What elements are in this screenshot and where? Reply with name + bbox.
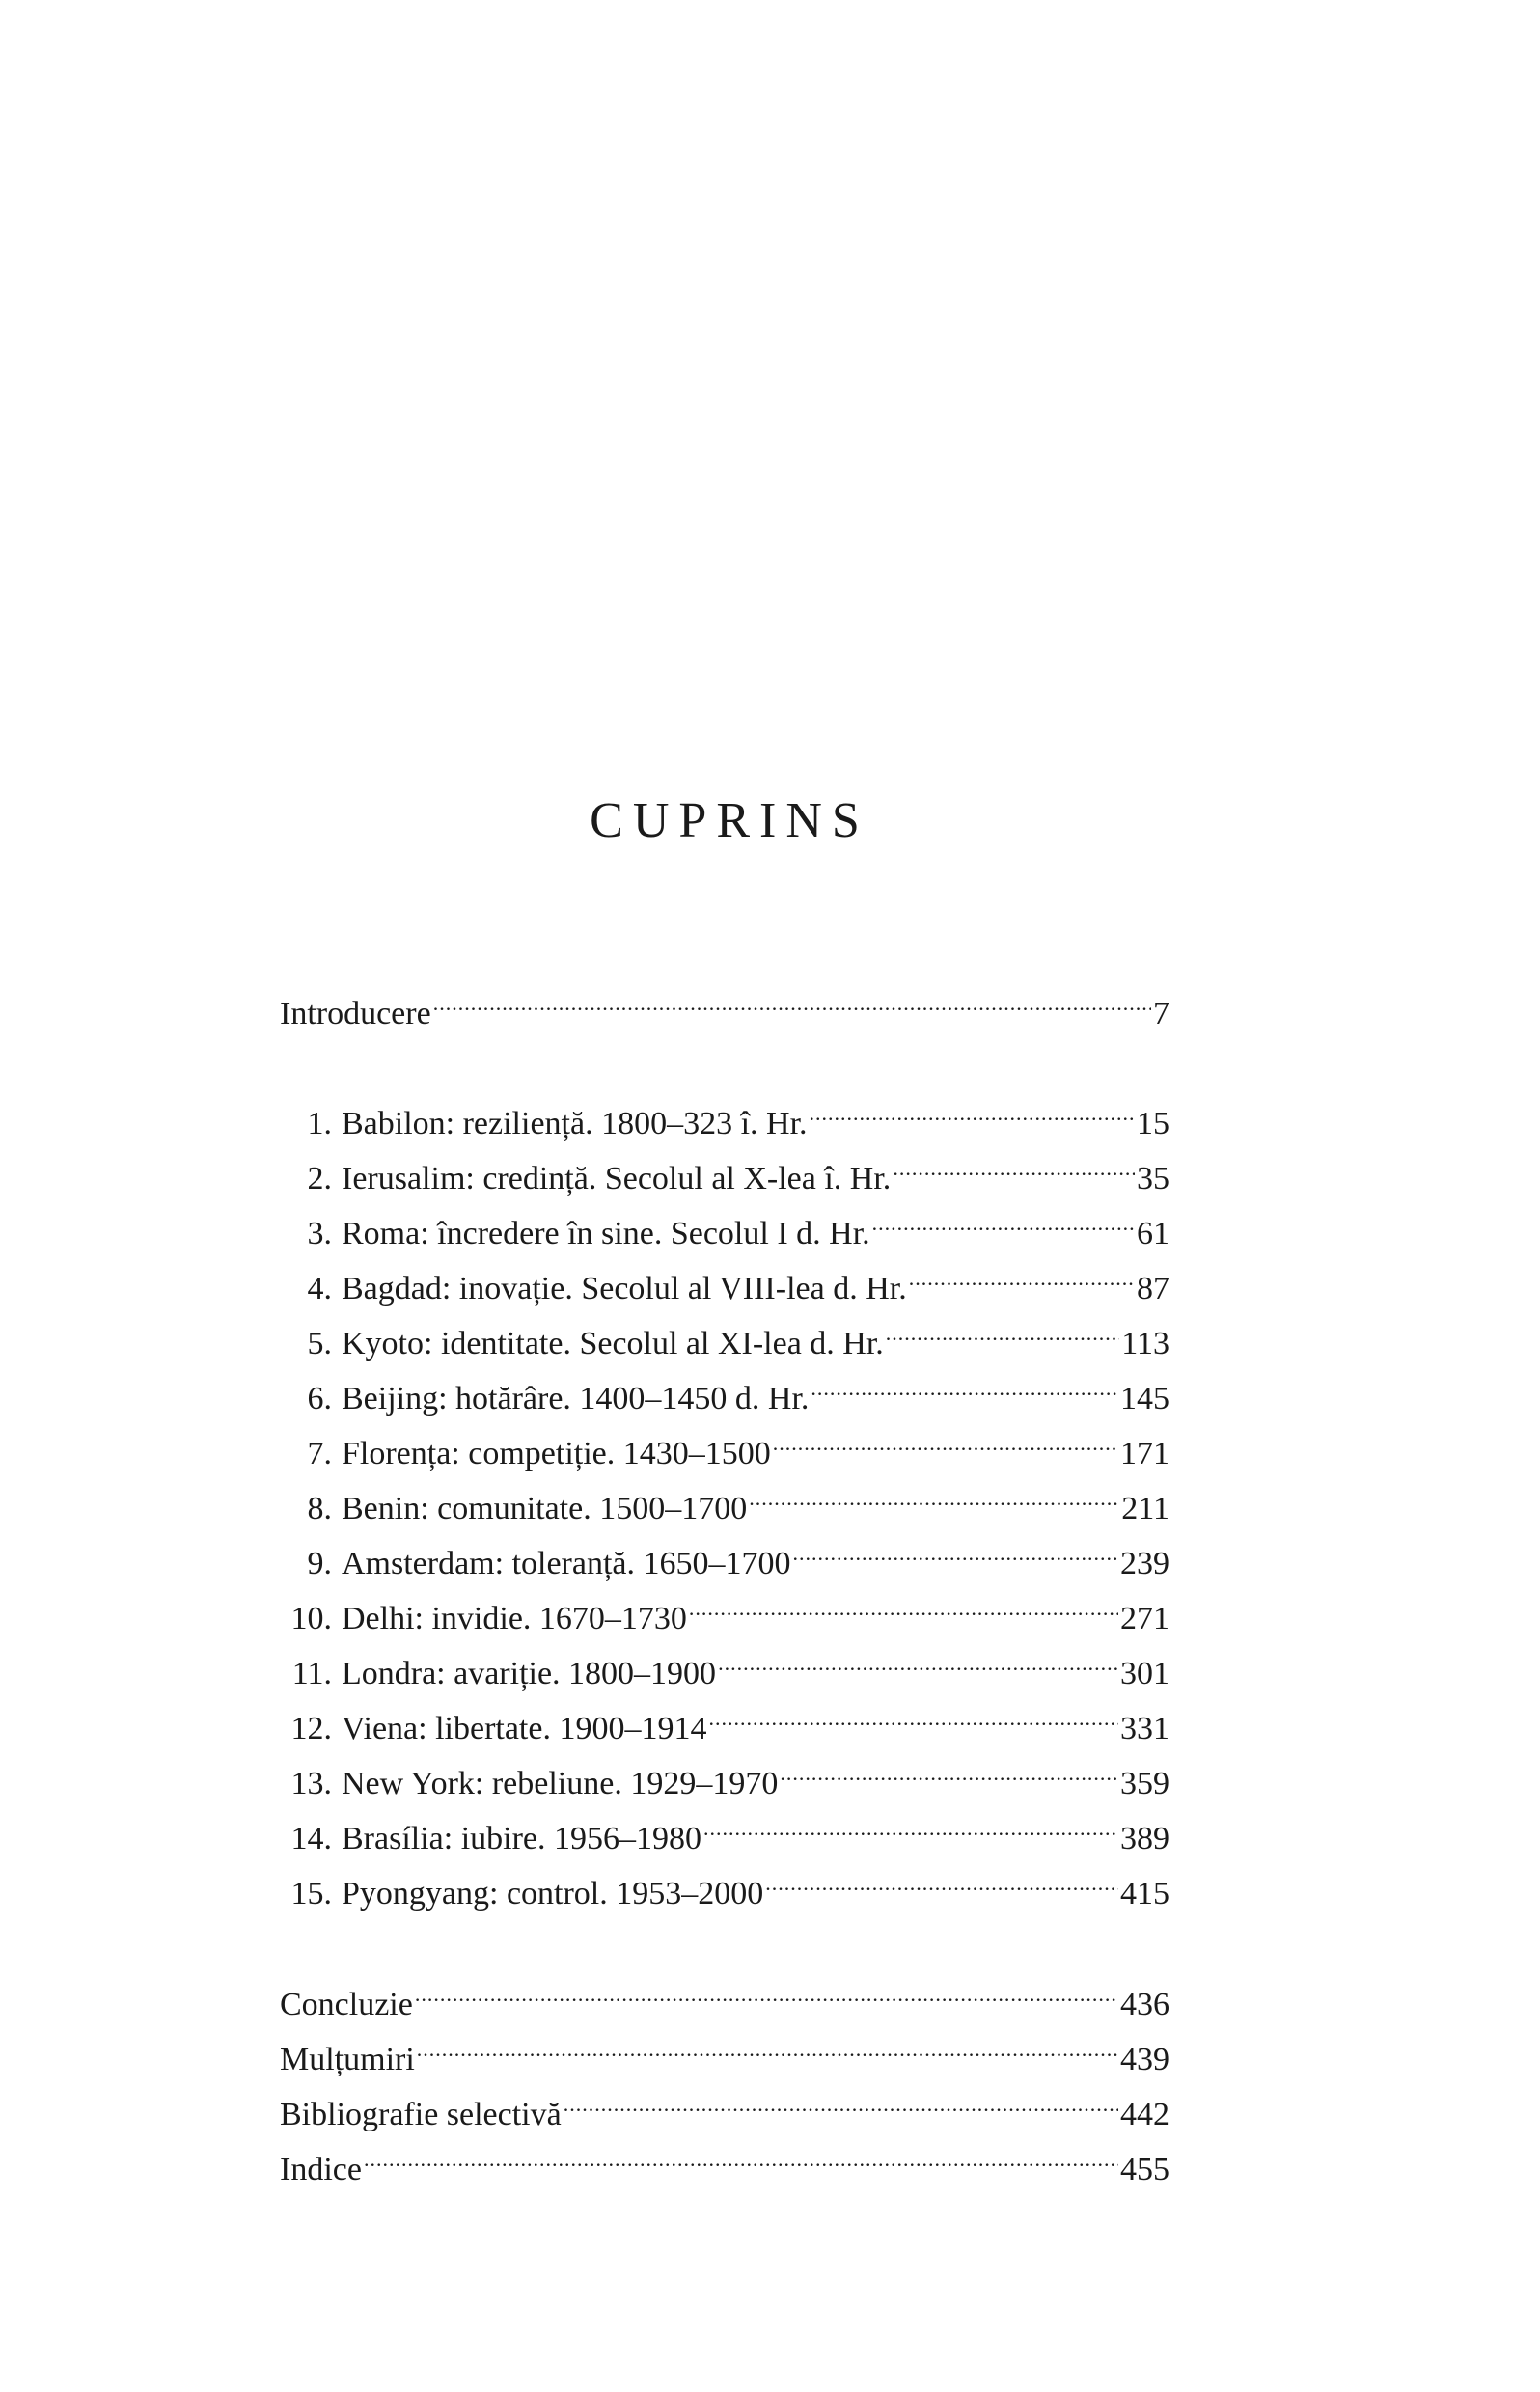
toc-entry-page: 15: [1137, 1106, 1169, 1141]
chapter-number: 11.: [291, 1656, 332, 1691]
toc-entry-label: Bibliografie selectivă: [280, 2097, 562, 2132]
chapter-number: 5.: [307, 1326, 332, 1361]
chapter-number: 4.: [307, 1271, 332, 1306]
toc-entry-page: 359: [1120, 1766, 1169, 1801]
dot-leader: [793, 1529, 1118, 1574]
toc-entry-chapter: [280, 1584, 1169, 1636]
toc-entry-label: Roma: încredere în sine. Secolul I d. Hr.: [342, 1216, 870, 1251]
dot-leader: [718, 1639, 1118, 1684]
toc-entry-page: 211: [1121, 1491, 1169, 1526]
toc-entry-page: 301: [1120, 1656, 1169, 1691]
chapter-number: 14.: [290, 1821, 332, 1856]
chapter-number: 9.: [307, 1546, 332, 1581]
toc-entry-page: 439: [1120, 2042, 1169, 2077]
toc-entry-bibliografie: [280, 2080, 1169, 2132]
toc-entry-label: Indice: [280, 2152, 362, 2187]
toc-entry-page: 7: [1153, 996, 1169, 1031]
toc-entry-page: 331: [1120, 1711, 1169, 1746]
toc-entry-page: 455: [1120, 2152, 1169, 2187]
toc-entry-multumiri: [280, 2025, 1169, 2077]
toc-entry-chapter: [280, 1144, 1169, 1196]
chapter-number: 1.: [307, 1106, 332, 1141]
toc-entry-page: 61: [1137, 1216, 1169, 1251]
dot-leader: [780, 1749, 1118, 1794]
dot-leader: [886, 1309, 1119, 1354]
toc-entry-label: Delhi: invidie. 1670–1730: [342, 1601, 687, 1636]
chapter-number: 2.: [307, 1161, 332, 1196]
toc-entry-chapter: [280, 1199, 1169, 1251]
toc-entry-label: Beijing: hotărâre. 1400–1450 d. Hr.: [342, 1381, 810, 1416]
toc-entry-page: 442: [1120, 2097, 1169, 2132]
toc-entry-chapter: [280, 1694, 1169, 1746]
toc-entry-label: Mulțumiri: [280, 2042, 415, 2077]
toc-entry-page: 171: [1120, 1436, 1169, 1471]
chapter-number: 8.: [307, 1491, 332, 1526]
toc-entry-introducere: [280, 979, 1169, 1031]
dot-leader: [433, 979, 1151, 1024]
dot-leader: [703, 1804, 1118, 1849]
toc-entry-label: Florența: competiție. 1430–1500: [342, 1436, 771, 1471]
toc-entry-label: Viena: libertate. 1900–1914: [342, 1711, 707, 1746]
dot-leader: [415, 1970, 1118, 2015]
toc-entry-page: 415: [1120, 1876, 1169, 1911]
toc-entry-chapter: [280, 1529, 1169, 1581]
chapter-number: 7.: [307, 1436, 332, 1471]
toc-entry-page: 35: [1137, 1161, 1169, 1196]
toc-entry-concluzie: [280, 1970, 1169, 2022]
toc-entry-indice: [280, 2135, 1169, 2187]
toc-entry-chapter: [280, 1474, 1169, 1526]
toc-entry-chapter: [280, 1749, 1169, 1801]
dot-leader: [708, 1694, 1118, 1739]
toc-entry-label: Londra: avariție. 1800–1900: [342, 1656, 717, 1691]
toc-entry-label: New York: rebeliune. 1929–1970: [342, 1766, 779, 1801]
toc-entry-page: 436: [1120, 1987, 1169, 2022]
toc-entry-label: Introducere: [280, 996, 431, 1031]
toc-entry-label: Brasília: iubire. 1956–1980: [342, 1821, 702, 1856]
toc-entry-chapter: [280, 1804, 1169, 1856]
dot-leader: [810, 1089, 1135, 1134]
dot-leader: [773, 1419, 1118, 1464]
chapter-number: 10.: [290, 1601, 332, 1636]
toc-entry-label: Amsterdam: toleranță. 1650–1700: [342, 1546, 791, 1581]
chapter-number: 6.: [307, 1381, 332, 1416]
toc-entry-page: 113: [1121, 1326, 1169, 1361]
dot-leader: [765, 1859, 1118, 1904]
toc-entry-page: 389: [1120, 1821, 1169, 1856]
toc-entry-chapter: [280, 1309, 1169, 1361]
toc-entry-label: Concluzie: [280, 1987, 413, 2022]
toc-entry-label: Benin: comunitate. 1500–1700: [342, 1491, 748, 1526]
toc-entry-page: 271: [1120, 1601, 1169, 1636]
dot-leader: [417, 2025, 1118, 2070]
page-title: CUPRINS: [590, 793, 869, 848]
toc-entry-page: 87: [1137, 1271, 1169, 1306]
toc-entry-chapter: [280, 1364, 1169, 1416]
toc-entry-label: Ierusalim: credință. Secolul al X-lea î. Hr.: [342, 1161, 892, 1196]
toc-entry-page: 145: [1120, 1381, 1169, 1416]
toc-entry-chapter: [280, 1859, 1169, 1911]
chapter-number: 12.: [290, 1711, 332, 1746]
dot-leader: [872, 1199, 1135, 1244]
dot-leader: [364, 2135, 1118, 2180]
toc-entry-page: 239: [1120, 1546, 1169, 1581]
dot-leader: [909, 1254, 1135, 1299]
toc-entry-chapter: [280, 1419, 1169, 1471]
dot-leader: [564, 2080, 1118, 2125]
toc-entry-chapter: [280, 1089, 1169, 1141]
toc-entry-label: Babilon: reziliență. 1800–323 î. Hr.: [342, 1106, 808, 1141]
toc-entry-chapter: [280, 1254, 1169, 1306]
chapter-number: 15.: [290, 1876, 332, 1911]
chapter-number: 3.: [307, 1216, 332, 1251]
dot-leader: [689, 1584, 1118, 1629]
toc-entry-label: Kyoto: identitate. Secolul al XI-lea d. Hr.: [342, 1326, 884, 1361]
toc-entry-chapter: [280, 1639, 1169, 1691]
toc-entry-label: Pyongyang: control. 1953–2000: [342, 1876, 764, 1911]
dot-leader: [749, 1474, 1119, 1519]
dot-leader: [811, 1364, 1118, 1409]
dot-leader: [893, 1144, 1135, 1189]
chapter-number: 13.: [290, 1766, 332, 1801]
toc-entry-label: Bagdad: inovație. Secolul al VIII-lea d. Hr.: [342, 1271, 907, 1306]
